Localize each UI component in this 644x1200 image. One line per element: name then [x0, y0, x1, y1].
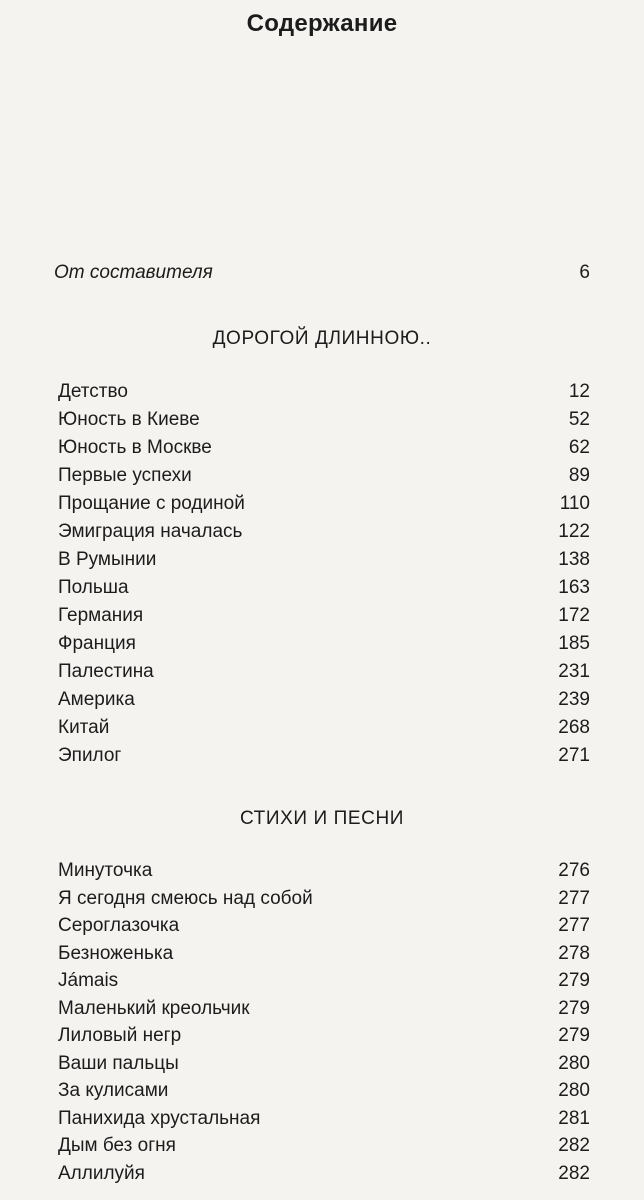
toc-entry-page: 281	[558, 1107, 590, 1129]
toc-entry-page: 239	[558, 689, 590, 710]
toc-entry-page: 122	[558, 521, 590, 542]
page-title: Содержание	[246, 10, 398, 37]
toc-entry-page: 89	[568, 465, 590, 486]
section-heading: СТИХИ И ПЕСНИ	[239, 808, 405, 829]
toc-entry-label: Сероглазочка	[58, 915, 180, 936]
toc-entry-page: 163	[558, 577, 590, 598]
toc-entry-label: Лиловый негр	[58, 1025, 182, 1046]
toc-entry-label: Безноженька	[58, 942, 174, 964]
toc-entry-page: 279	[558, 997, 590, 1019]
toc-entry-label: Ваши пальцы	[58, 1052, 179, 1074]
toc-entry[interactable]	[0, 574, 644, 602]
toc-entry[interactable]	[0, 714, 644, 742]
toc-entry[interactable]	[0, 490, 644, 518]
toc-entry-page: 280	[558, 1052, 590, 1074]
toc-entry[interactable]	[0, 857, 644, 885]
toc-entry[interactable]	[0, 1077, 644, 1105]
toc-entry-page: 62	[568, 437, 590, 458]
toc-entry-label: Америка	[58, 689, 135, 710]
toc-entry[interactable]	[0, 967, 644, 995]
toc-entry-label: Маленький креольчик	[58, 997, 250, 1019]
toc-entry[interactable]	[0, 742, 644, 770]
toc-entry[interactable]	[0, 1050, 644, 1078]
toc-entry-page: 185	[558, 633, 590, 654]
toc-entry-label: За кулисами	[58, 1080, 169, 1101]
toc-entry[interactable]	[0, 602, 644, 630]
toc-entry-page: 268	[558, 717, 590, 738]
toc-entry-label: Дым без огня	[58, 1135, 176, 1156]
toc-entry-label: Прощание с родиной	[58, 493, 245, 514]
toc-entry-label: Польша	[58, 577, 129, 598]
toc-entry[interactable]	[0, 885, 644, 913]
toc-entry-label: Детство	[58, 381, 128, 402]
toc-entry[interactable]	[0, 912, 644, 940]
toc-entry-page: 110	[559, 493, 590, 514]
toc-entry[interactable]	[0, 1022, 644, 1050]
toc-entry[interactable]	[0, 434, 644, 462]
toc-entry-page: 282	[558, 1135, 590, 1156]
toc-entry-label: Китай	[58, 717, 110, 738]
toc-entry-page: 278	[558, 942, 590, 964]
toc-entry[interactable]	[0, 546, 644, 574]
toc-entry[interactable]	[0, 462, 644, 490]
toc-entry[interactable]	[0, 995, 644, 1023]
toc-entry-page: 277	[558, 915, 590, 936]
toc-entry-page: 282	[558, 1162, 590, 1184]
toc-entry-label: Я сегодня смеюсь над собой	[58, 887, 313, 909]
toc-entry-intro[interactable]	[0, 259, 644, 287]
toc-entry-label: Франция	[58, 633, 136, 654]
toc-entry-label: Панихида хрустальная	[58, 1107, 261, 1129]
toc-entry[interactable]	[0, 406, 644, 434]
toc-entry-page: 231	[558, 661, 590, 682]
toc-entry-page: 271	[558, 745, 590, 766]
toc-entry-label: Эпилог	[58, 745, 122, 766]
toc-entry-label: Эмиграция началась	[58, 521, 243, 542]
toc-entry-label: Минуточка	[58, 860, 153, 881]
toc-entry-page: 280	[558, 1080, 590, 1101]
toc-entry[interactable]	[0, 378, 644, 406]
toc-entry-label: Германия	[58, 605, 144, 626]
toc-entry-page: 6	[579, 262, 590, 283]
toc-entry-label: Юность в Москве	[58, 437, 212, 458]
toc-entry-page: 276	[558, 860, 590, 881]
toc-entry[interactable]	[0, 686, 644, 714]
toc-entry-page: 172	[558, 605, 590, 626]
toc-entry-label: Первые успехи	[58, 465, 192, 486]
toc-entry-label: Jámais	[58, 970, 119, 991]
toc-entry-page: 52	[568, 409, 590, 430]
toc-entry[interactable]	[0, 1160, 644, 1188]
section-heading: ДОРОГОЙ ДЛИННОЮ..	[212, 328, 432, 349]
toc-entry[interactable]	[0, 1105, 644, 1133]
toc-entry-label: Палестина	[58, 661, 154, 682]
toc-entry-page: 279	[558, 970, 590, 991]
toc-entry-label: Аллилуйя	[58, 1162, 145, 1184]
toc-entry[interactable]	[0, 940, 644, 968]
toc-entry-label: Юность в Киеве	[58, 409, 200, 430]
toc-entry-label: От составителя	[54, 262, 213, 283]
toc-entry[interactable]	[0, 630, 644, 658]
toc-entry-page: 277	[558, 887, 590, 909]
toc-entry-page: 279	[558, 1025, 590, 1046]
toc-entry[interactable]	[0, 658, 644, 686]
toc-entry[interactable]	[0, 1132, 644, 1160]
toc-entry[interactable]	[0, 518, 644, 546]
toc-entry-page: 138	[558, 549, 590, 570]
toc-entry-page: 12	[568, 381, 590, 402]
toc-entry-label: В Румынии	[58, 549, 157, 570]
